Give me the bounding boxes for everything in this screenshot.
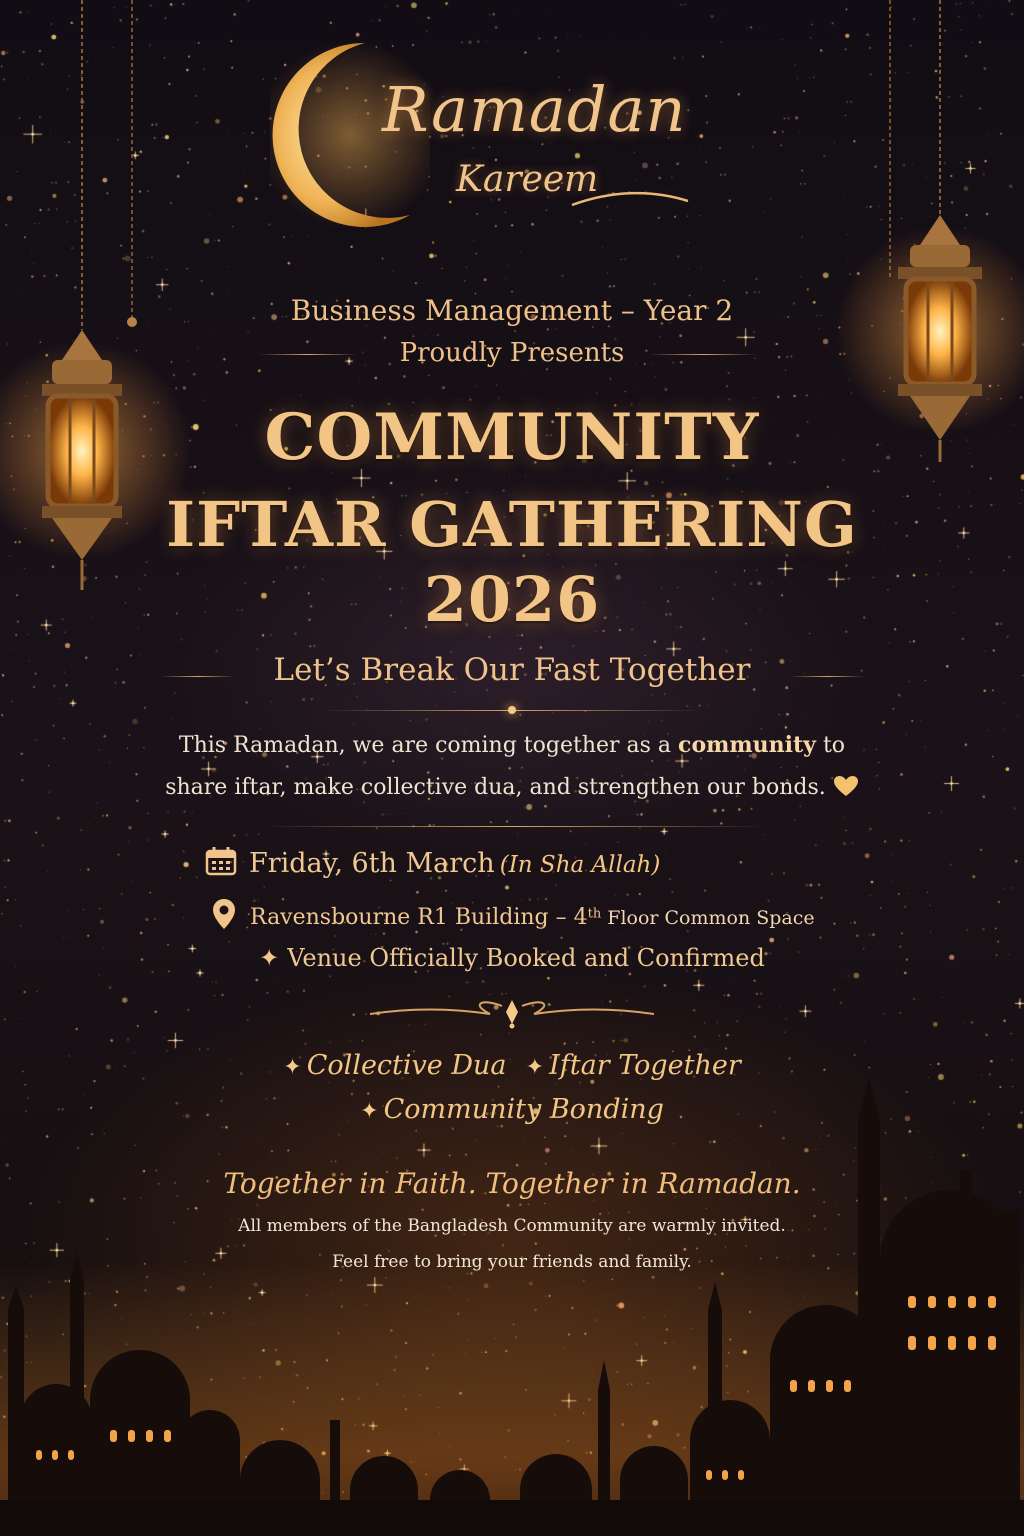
logo-kareem-text: Kareem — [456, 159, 599, 200]
logo-flourish — [570, 183, 690, 213]
event-date: Friday, 6th March — [249, 848, 495, 879]
presents-text: Proudly Presents — [399, 338, 625, 368]
description-line2-text: share iftar, make collective dua, and strengthen our bonds. — [165, 775, 826, 800]
date-row — [205, 846, 825, 879]
calendar-icon — [205, 846, 237, 876]
event-title-year: 2026 — [423, 563, 601, 636]
description — [0, 724, 1024, 809]
heart-icon — [833, 775, 859, 797]
feature-item: Collective Dua — [306, 1050, 507, 1081]
venue-row — [212, 898, 912, 930]
feature-item: Iftar Together — [549, 1050, 741, 1081]
ramadan-kareem-logo — [270, 35, 690, 235]
invite-line1: All members of the Bangladesh Community are warmly invited. — [238, 1216, 786, 1236]
venue-start: Ravensbourne R1 Building – 4 — [250, 905, 588, 930]
sparkle-icon: ✦ — [360, 1099, 379, 1124]
flourish-ornament — [370, 996, 654, 1032]
venue-sup: th — [587, 906, 602, 922]
divider-ornament — [508, 706, 516, 714]
divider — [648, 354, 758, 355]
sparkle-icon: ✦ — [259, 944, 280, 972]
description-line1 — [0, 724, 1024, 767]
logo-ramadan-text: Ramadan — [382, 73, 687, 146]
sparkle-icon: ✦ — [283, 1055, 302, 1080]
confirmation-row — [0, 944, 1024, 972]
description-line2 — [0, 767, 1024, 809]
department-text: Business Management – Year 2 — [290, 294, 734, 327]
description-line1-end: to — [815, 733, 846, 758]
event-title-line2: IFTAR GATHERING — [166, 488, 858, 561]
description-line1-start: This Ramadan, we are coming together as a — [178, 733, 679, 758]
sparkle-icon: ✦ — [525, 1055, 545, 1080]
description-bold-word: community — [678, 732, 816, 758]
divider — [790, 676, 865, 677]
event-date-note: (In Sha Allah) — [499, 852, 661, 878]
venue-confirmation: Venue Officially Booked and Confirmed — [287, 944, 765, 972]
tagline: Let’s Break Our Fast Together — [273, 652, 751, 688]
mosque-skyline-silhouette — [0, 1060, 1024, 1536]
divider — [260, 826, 770, 827]
closing-slogan: Together in Faith. Together in Ramadan. — [223, 1167, 801, 1200]
feature-item: Community Bonding — [383, 1094, 664, 1125]
venue-end: Floor Common Space — [601, 907, 815, 929]
location-pin-icon — [212, 898, 236, 930]
event-title-line1: COMMUNITY — [264, 400, 760, 475]
